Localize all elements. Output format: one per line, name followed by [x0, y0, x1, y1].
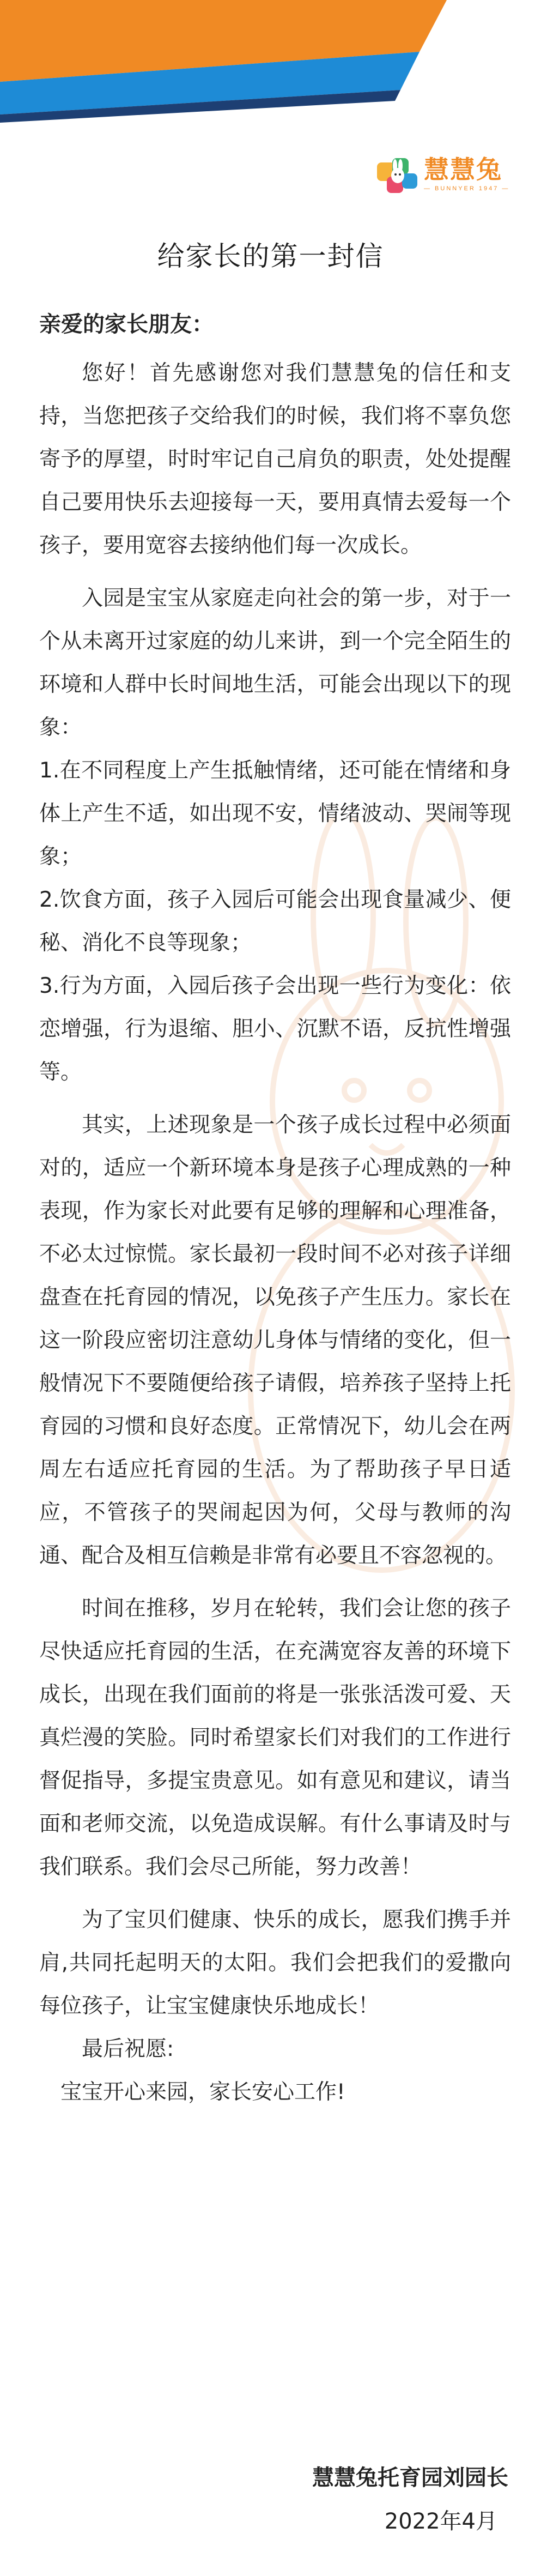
orange-stripe	[0, 0, 447, 82]
paragraph: 入园是宝宝从家庭走向社会的第一步，对于一个从未离开过家庭的幼儿来讲，到一个完全陌生的环境和人群中长时间地生活，可能会出现以下的现象：	[39, 586, 511, 740]
greeting: 亲爱的家长朋友：	[39, 312, 214, 337]
letter-body	[39, 308, 511, 2114]
signature-block	[312, 2456, 508, 2543]
list-item: 3.行为方面，入园后孩子会出现一些行为变化：依恋增强，行为退缩、胆小、沉默不语，反抗性增强等。	[39, 974, 511, 1084]
logo-subtitle: — BUNNYER 1947 —	[424, 185, 510, 192]
blue-stripe	[0, 52, 420, 114]
bunny-logo-icon	[376, 153, 420, 196]
list-item: 2.饮食方面，孩子入园后可能会出现食量减少、便秘、消化不良等现象；	[39, 888, 511, 955]
header-decoration	[0, 0, 541, 164]
paragraph: 为了宝贝们健康、快乐的成长，愿我们携手并肩,共同托起明天的太阳。我们会把我们的爱撒向每位孩子，让宝宝健康快乐地成长！	[39, 1908, 511, 2018]
signature-date: 2022年4月	[384, 2509, 497, 2534]
paragraph: 时间在推移，岁月在轮转，我们会让您的孩子尽快适应托育园的生活，在充满宽容友善的环境下成长，出现在我们面前的将是一张张活泼可爱、天真烂漫的笑脸。同时希望家长们对我们的工作进行督促指导，多提宝贵意见。如有意见和建议，请当面和老师交流，以免造成误解。有什么事请及时与我们联系。我们会尽己所能，努力改善！	[39, 1596, 511, 1879]
closing-wish: 宝宝开心来园，家长安心工作!	[60, 2080, 345, 2104]
closing-line: 最后祝愿:	[82, 2037, 174, 2061]
paragraph: 其实，上述现象是一个孩子成长过程中必须面对的，适应一个新环境本身是孩子心理成熟的一种表现，作为家长对此要有足够的理解和心理准备，不必太过惊慌。家长最初一段时间不必对孩子详细盘查在托育园的情况，以免孩子产生压力。家长在这一阶段应密切注意幼儿身体与情绪的变化，但一般情况下不要随便给孩子请假，培养孩子坚持上托育园的习惯和良好态度。正常情况下，幼儿会在两周左右适应托育园的生活。为了帮助孩子早日适应，不管孩子的哭闹起因为何，父母与教师的沟通、配合及相互信赖是非常有必要且不容忽视的。	[39, 1113, 511, 1568]
list-item: 1.在不同程度上产生抵触情绪，还可能在情绪和身体上产生不适，如出现不安，情绪波动、哭闹等现象；	[39, 758, 511, 869]
paragraph: 您好！首先感谢您对我们慧慧兔的信任和支持，当您把孩子交给我们的时候，我们将不辜负您寄予的厚望，时时牢记自己肩负的职责，处处提醒自己要用快乐去迎接每一天，要用真情去爱每一个孩子，要用宽容去接纳他们每一次成长。	[39, 361, 511, 558]
navy-stripe	[0, 90, 400, 123]
brand-logo	[376, 152, 515, 197]
letter-title: 给家长的第一封信	[157, 240, 384, 272]
logo-name: 慧慧兔	[424, 155, 502, 184]
signature-name: 慧慧兔托育园刘园长	[312, 2465, 508, 2490]
